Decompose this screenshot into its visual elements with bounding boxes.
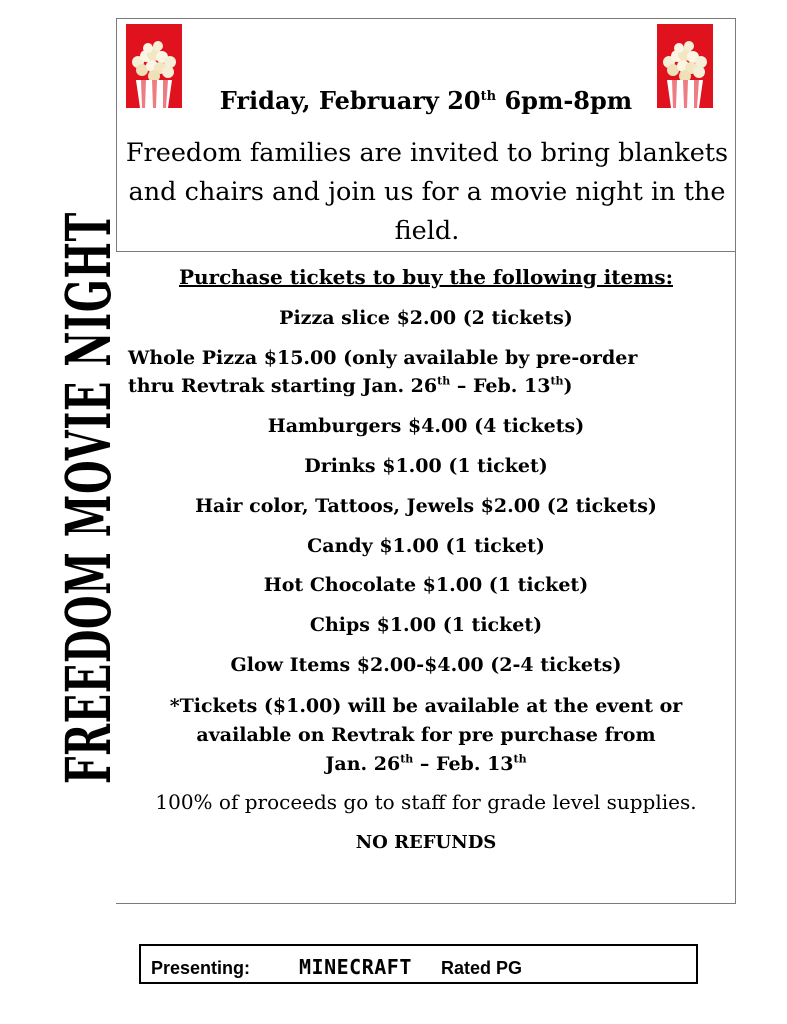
event-date: Friday, February 20th 6pm-8pm	[219, 86, 633, 115]
item-hot-chocolate: Hot Chocolate $1.00 (1 ticket)	[263, 574, 589, 596]
item-glow: Glow Items $2.00-$4.00 (2-4 tickets)	[230, 654, 622, 676]
item-candy: Candy $1.00 (1 ticket)	[307, 535, 545, 557]
movie-title: MINECRAFT	[299, 955, 412, 979]
presenting-label: Presenting:	[151, 958, 251, 978]
item-hair: Hair color, Tattoos, Jewels $2.00 (2 tickets)	[195, 495, 657, 517]
movie-rating: Rated PG	[441, 958, 523, 978]
invite-text: Freedom families are invited to bring blankets and chairs and join us for a movie night in the field.	[125, 138, 729, 246]
side-title: FREEDOM MOVIE NIGHT	[53, 212, 126, 784]
presenting-box	[139, 944, 698, 984]
item-drinks: Drinks $1.00 (1 ticket)	[304, 455, 548, 477]
items-heading: Purchase tickets to buy the following items:	[178, 265, 674, 289]
item-whole-pizza: Whole Pizza $15.00 (only available by pre-order thru Revtrak starting Jan. 26th – Feb. 13th)	[128, 347, 638, 397]
item-pizza-slice: Pizza slice $2.00 (2 tickets)	[279, 307, 573, 329]
proceeds-text: 100% of proceeds go to staff for grade level supplies.	[155, 790, 697, 814]
tickets-note: *Tickets ($1.00) will be available at the event or available on Revtrak for pre purchase from Jan. 26th – Feb. 13th	[169, 695, 683, 775]
no-refunds-text: NO REFUNDS	[355, 832, 497, 853]
item-hamburgers: Hamburgers $4.00 (4 tickets)	[267, 415, 585, 437]
item-chips: Chips $1.00 (1 ticket)	[309, 614, 543, 636]
